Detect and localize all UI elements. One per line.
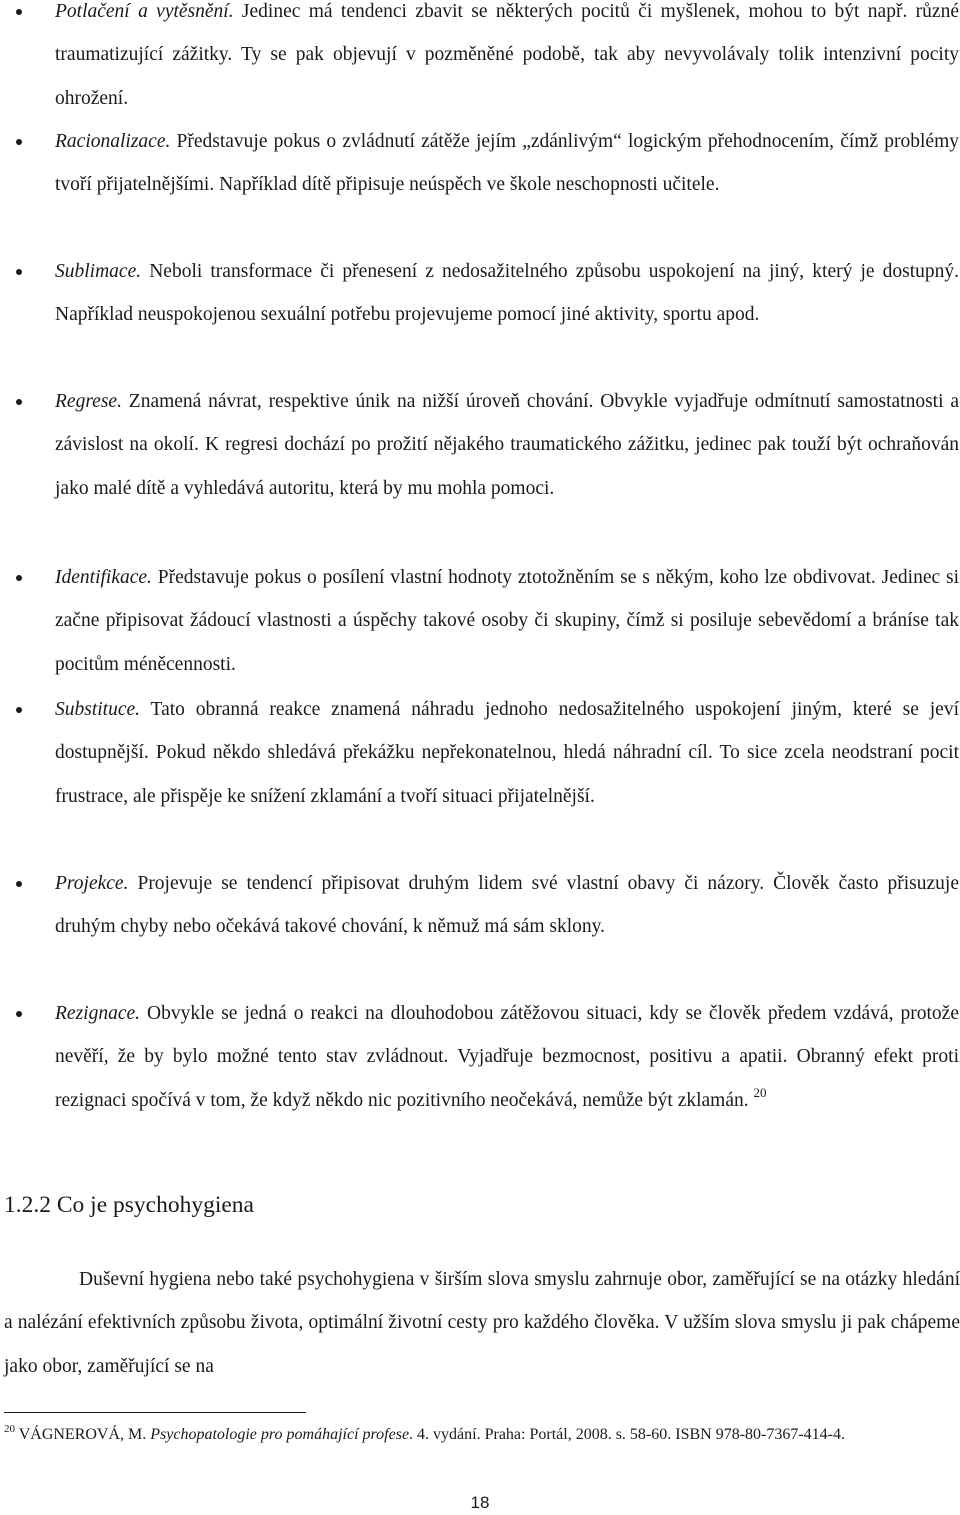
list-item-term: Rezignace. — [55, 1003, 141, 1024]
list-item-body: Představuje pokus o zvládnutí zátěže jejím „zdánlivým“ logickým přehodnocením, čímž problémy tvoří přijatelnějšími. Například dítě připisuje neúspěch ve škole neschopnosti učitele. — [55, 131, 959, 196]
list-item-text — [55, 250, 959, 337]
list-item-body: Představuje pokus o posílení vlastní hodnoty ztotožněním se s někým, koho lze obdivovat. Jedinec si začne připisovat žádoucí vlastnosti a úspěchy takové osoby či skupiny, čímž si posiluje sebevědomí a bráníse tak pocitům méněcennosti. — [55, 567, 959, 675]
footnote-divider — [4, 1412, 306, 1413]
list-item-text — [55, 556, 959, 686]
bullet-icon — [16, 575, 22, 581]
list-item-text — [55, 862, 959, 949]
list-item-text — [55, 992, 959, 1122]
bullet-icon — [16, 399, 22, 405]
footnote-reference[interactable]: 20 — [753, 1084, 767, 1100]
list-item-text — [55, 120, 959, 207]
footnote-work-title: Psychopatologie pro pomáhající profese — [150, 1426, 410, 1443]
section-heading: 1.2.2 Co je psychohygiena — [4, 1192, 254, 1218]
list-item-body: Znamená návrat, respektive únik na nižší úroveň chování. Obvykle vyjadřuje odmítnutí samostatnosti a závislost na okolí. K regresi dochází po prožití nějakého traumatického zážitku, jedinec pak touží být ochraňován jako malé dítě a vyhledává autoritu, která by mu mohla pomoci. — [55, 391, 959, 499]
list-item-term: Regrese. — [55, 391, 122, 412]
list-item-term: Identifikace. — [55, 567, 152, 588]
list-item-term: Potlačení a vytěsnění. — [55, 1, 234, 22]
bullet-icon — [16, 9, 22, 15]
list-item-text — [55, 0, 959, 120]
list-item-body: Neboli transformace či přenesení z nedosažitelného způsobu uspokojení na jiný, který je dostupný. Například neuspokojenou sexuální potřebu projevujeme pomocí jiné aktivity, sportu apod. — [55, 261, 959, 326]
body-paragraph: Duševní hygiena nebo také psychohygiena v širším slova smyslu zahrnuje obor, zaměřující se na otázky hledání a nalézání efektivních způsobu života, optimální životní cesty pro každého člověka. V užším slova smyslu ji pak chápeme jako obor, zaměřující se na — [4, 1269, 960, 1377]
list-item-term: Sublimace. — [55, 261, 142, 282]
list-item-term: Racionalizace. — [55, 131, 171, 152]
bullet-icon — [16, 139, 22, 145]
bullet-icon — [16, 269, 22, 275]
list-item-term: Projekce. — [55, 873, 129, 894]
footnote-author: VÁGNEROVÁ, M. — [15, 1426, 151, 1443]
list-item-body: Projevuje se tendencí připisovat druhým lidem své vlastní obavy či názory. Člověk často přisuzuje druhým chyby nebo očekává takové chování, k němuž má sám sklony. — [55, 873, 959, 938]
list-item-body: Tato obranná reakce znamená náhradu jednoho nedosažitelného uspokojení jiným, které se jeví dostupnější. Pokud někdo shledává překážku nepřekonatelnou, hledá náhradní cíl. To sice zcela neodstraní pocit frustrace, ale přispěje ke snížení zklamání a tvoří situaci přijatelnější. — [55, 699, 959, 807]
footnote-details: . 4. vydání. Praha: Portál, 2008. s. 58-60. ISBN 978-80-7367-414-4. — [409, 1426, 846, 1443]
footnote-mark: 20 — [4, 1423, 15, 1435]
bullet-icon — [16, 1011, 22, 1017]
list-item-text — [55, 688, 959, 818]
page-number: 18 — [470, 1493, 490, 1512]
bullet-icon — [16, 881, 22, 887]
footnote — [4, 1425, 960, 1445]
list-item-body: Obvykle se jedná o reakci na dlouhodobou zátěžovou situaci, kdy se člověk předem vzdává, protože nevěří, že by bylo možné tento stav zvládnout. Vyjadřuje bezmocnost, positivu a apatii. Obranný efekt proti rezignaci spočívá v tom, že když někdo nic pozitivního neočekává, nemůže být zklamán. — [55, 1003, 959, 1111]
list-item-term: Substituce. — [55, 699, 141, 720]
list-item-text — [55, 380, 959, 510]
list-item-body: Jedinec má tendenci zbavit se některých pocitů či myšlenek, mohou to být např. různé traumatizující zážitky. Ty se pak objevují v pozměněné podobě, tak aby nevyvolávaly tolik intenzivní pocity ohrožení. — [55, 1, 959, 109]
bullet-icon — [16, 707, 22, 713]
